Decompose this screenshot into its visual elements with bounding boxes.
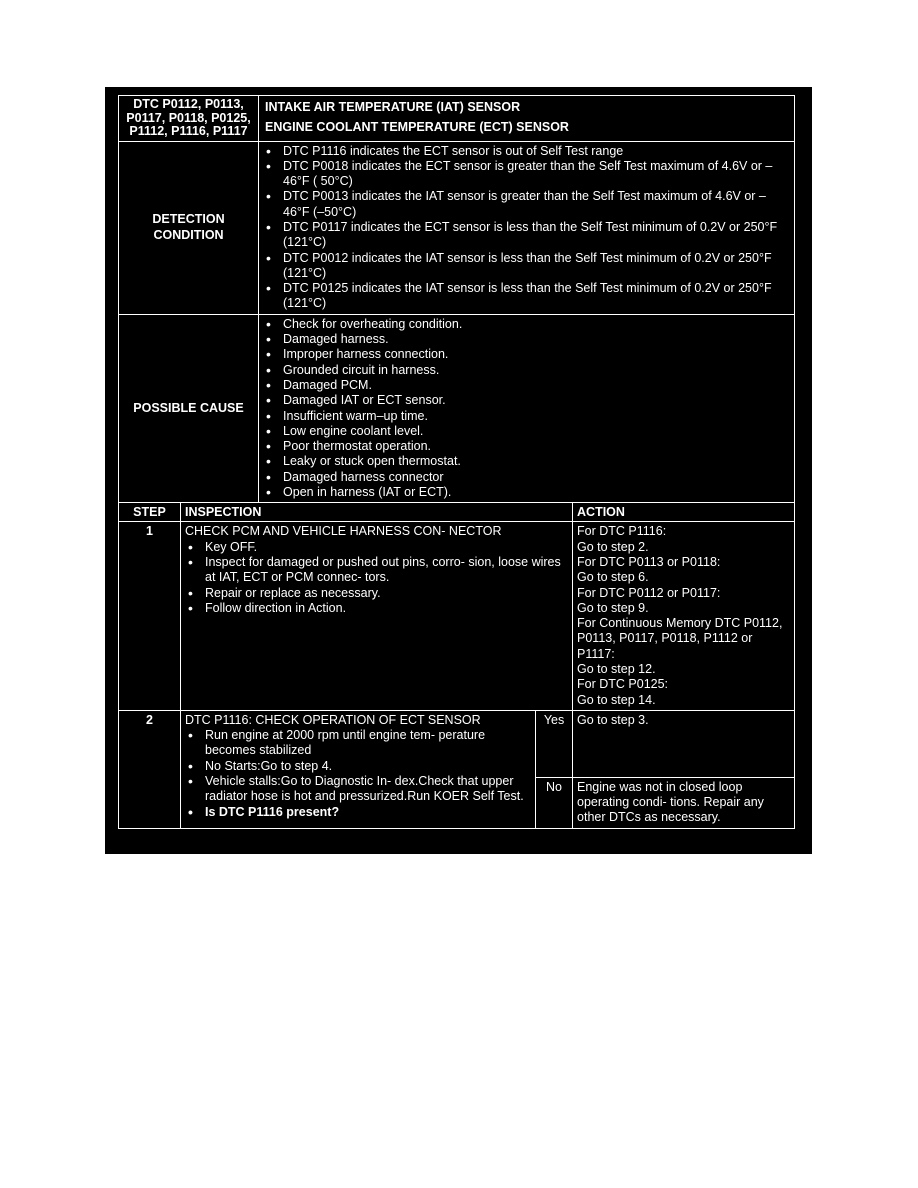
list-item: • Follow direction in Action. (185, 601, 568, 616)
action-line: For DTC P1116: (577, 524, 667, 539)
diagnostic-table (118, 95, 795, 829)
list-item: • Damaged harness connector (263, 470, 790, 485)
action-line: For DTC P0113 or P0118: (577, 554, 721, 569)
title-cell (259, 96, 795, 142)
action-line: Go to step 6. (577, 570, 649, 585)
dtc-codes-cell (119, 96, 259, 142)
list-item: • Improper harness connection. (263, 347, 790, 362)
title-iat: INTAKE AIR TEMPERATURE (IAT) SENSOR (265, 100, 521, 114)
detection-label (119, 141, 259, 314)
action-cell (573, 522, 795, 711)
dtc-codes-line: P1112, P1116, P1117 (129, 124, 248, 138)
step-question: • Is DTC P1116 present? (185, 805, 531, 820)
list-item: • Damaged harness. (263, 332, 790, 347)
dtc-codes-line: DTC P0112, P0113, (133, 97, 244, 111)
table-row (119, 522, 795, 711)
list-item: • DTC P0125 indicates the IAT sensor is less than the Self Test minimum of 0.2V or 250°F (121°C) (263, 281, 790, 312)
table-row (119, 710, 795, 777)
no-action: Engine was not in closed loop operating condi- tions. Repair any other DTCs as necessary. (573, 777, 795, 828)
dtc-codes-line: P0117, P0118, P0125, (126, 110, 251, 125)
action-line: Go to step 2. (577, 539, 649, 554)
list-item: • DTC P0012 indicates the IAT sensor is less than the Self Test minimum of 0.2V or 250°F (121°C) (263, 251, 790, 282)
list-item: • Inspect for damaged or pushed out pins, corro- sion, loose wires at IAT, ECT or PCM connec- tors. (185, 555, 568, 586)
no-label: No (536, 777, 573, 828)
list-item: • DTC P0018 indicates the ECT sensor is greater than the Self Test maximum of 4.6V or –46°F ( 50°C) (263, 159, 790, 190)
cause-label: POSSIBLE CAUSE (119, 314, 259, 503)
detection-list (263, 144, 790, 312)
inspection-cell (181, 522, 573, 711)
list-item: • Grounded circuit in harness. (263, 363, 790, 378)
list-item: • DTC P0013 indicates the IAT sensor is greater than the Self Test maximum of 4.6V or –46°F (–50°C) (263, 189, 790, 220)
step-title: DTC P1116: CHECK OPERATION OF ECT SENSOR (185, 712, 481, 727)
list-item: • Poor thermostat operation. (263, 439, 790, 454)
list-item: • Damaged PCM. (263, 378, 790, 393)
list-item: • DTC P1116 indicates the ECT sensor is out of Self Test range (263, 144, 790, 159)
yes-action: Go to step 3. (573, 710, 795, 777)
action-line: For Continuous Memory DTC P0112, P0113, P0117, P0118, P1112 or P1117: (577, 616, 783, 661)
action-line: Go to step 14. (577, 692, 656, 707)
step-number: 2 (119, 710, 181, 828)
list-item: • DTC P0117 indicates the ECT sensor is less than the Self Test minimum of 0.2V or 250°F (121°C) (263, 220, 790, 251)
list-item: • Vehicle stalls:Go to Diagnostic In- dex.Check that upper radiator hose is hot and pressurized.Run KOER Self Test. (185, 774, 531, 805)
cause-row (119, 314, 795, 503)
yes-label: Yes (536, 710, 573, 777)
action-line: Go to step 9. (577, 600, 649, 615)
detection-row (119, 141, 795, 314)
step-number: 1 (119, 522, 181, 711)
cause-list (263, 317, 790, 501)
inspection-column-header: INSPECTION (181, 503, 573, 522)
action-column-header: ACTION (573, 503, 795, 522)
list-item: • Key OFF. (185, 540, 568, 555)
detection-list-cell (259, 141, 795, 314)
detection-label-line: CONDITION (153, 227, 224, 242)
list-item: • Low engine coolant level. (263, 424, 790, 439)
column-header-row (119, 503, 795, 522)
inspection-list (185, 540, 568, 616)
list-item: • Check for overheating condition. (263, 317, 790, 332)
action-line: For DTC P0112 or P0117: (577, 585, 721, 600)
step-column-header: STEP (119, 503, 181, 522)
list-item: • Damaged IAT or ECT sensor. (263, 393, 790, 408)
cause-list-cell (259, 314, 795, 503)
list-item: • Run engine at 2000 rpm until engine tem- perature becomes stabilized (185, 728, 531, 759)
step-title: CHECK PCM AND VEHICLE HARNESS CON- NECTOR (185, 524, 502, 539)
list-item: • Repair or replace as necessary. (185, 586, 568, 601)
action-line: Go to step 12. (577, 662, 656, 676)
header-row (119, 96, 795, 142)
list-item: • Leaky or stuck open thermostat. (263, 454, 790, 469)
title-ect: ENGINE COOLANT TEMPERATURE (ECT) SENSOR (265, 120, 569, 134)
inspection-cell (181, 710, 536, 828)
action-line: For DTC P0125: (577, 677, 669, 692)
list-item: • No Starts:Go to step 4. (185, 759, 531, 774)
inspection-list (185, 728, 531, 820)
list-item: • Open in harness (IAT or ECT). (263, 485, 790, 500)
detection-label-line: DETECTION (152, 212, 225, 227)
list-item: • Insufficient warm–up time. (263, 409, 790, 424)
